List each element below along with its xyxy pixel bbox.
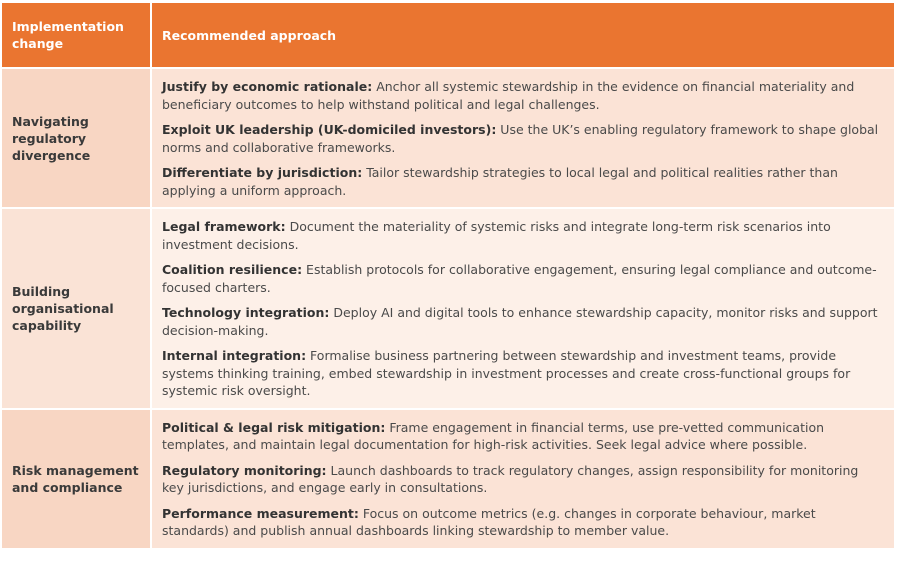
table-row [2, 69, 894, 207]
recommended-approach-cell [152, 410, 894, 548]
approach-item-title: Political & legal risk mitigation: [162, 419, 386, 435]
approach-item-text: Anchor all systemic stewardship in the evidence on financial materiality and beneficiary outcomes to help withstand political and legal challenges. [162, 79, 855, 112]
approach-item-title: Exploit UK leadership (UK-domiciled investors): [162, 122, 497, 137]
approach-item-title: Coalition resilience: [162, 262, 303, 277]
approach-item-title: Technology integration: [162, 305, 330, 320]
table-row [2, 209, 894, 408]
approach-item [162, 218, 884, 253]
implementation-change-cell: Navigating regulatory divergence [2, 69, 150, 207]
recommended-approach-cell [152, 69, 894, 207]
approach-item-title: Regulatory monitoring: [162, 462, 327, 478]
approach-item-text: Document the materiality of systemic risks and integrate long-term risk scenarios into investment decisions. [162, 219, 831, 252]
table-header-row [2, 3, 894, 67]
approach-item [162, 261, 884, 296]
approach-item-title: Performance measurement: [162, 505, 359, 521]
table-row [2, 410, 894, 548]
approach-item-text: Use the UK’s enabling regulatory framework to shape global norms and collaborative frameworks. [162, 122, 879, 155]
approach-item [162, 462, 884, 497]
approach-item-title: Legal framework: [162, 219, 286, 234]
approach-item [162, 164, 884, 199]
approach-item-text: Launch dashboards to track regulatory changes, assign responsibility for monitoring key jurisdictions, and engage early in consultations. [162, 462, 859, 495]
approach-item-title: Internal integration: [162, 348, 307, 363]
approach-item [162, 419, 884, 454]
recommended-approach-cell [152, 209, 894, 408]
approach-item-text: Establish protocols for collaborative engagement, ensuring legal compliance and outcome-focused charters. [162, 262, 877, 295]
approach-item-text: Formalise business partnering between stewardship and investment teams, provide systems thinking training, embed stewardship in investment processes and create cross-functional groups for systemic risk oversight. [162, 348, 851, 398]
approach-item-text: Focus on outcome metrics (e.g. changes in corporate behaviour, market standards) and publish annual dashboards linking stewardship to member value. [162, 505, 816, 538]
approach-item-text: Deploy AI and digital tools to enhance stewardship capacity, monitor risks and support decision-making. [162, 305, 878, 338]
approach-item-title: Differentiate by jurisdiction: [162, 165, 363, 180]
implementation-change-cell: Risk management and compliance [2, 410, 150, 548]
approach-item-title: Justify by economic rationale: [162, 79, 373, 94]
approach-item [162, 121, 884, 156]
approach-item-text: Frame engagement in financial terms, use pre-vetted communication templates, and maintain legal documentation for high-risk activities. Seek legal advice where possible. [162, 419, 825, 452]
implementation-change-cell: Building organisational capability [2, 209, 150, 408]
approach-item [162, 304, 884, 339]
approach-item [162, 347, 884, 400]
approach-item [162, 78, 884, 113]
approach-item-text: Tailor stewardship strategies to local legal and political realities rather than applying a uniform approach. [162, 165, 838, 198]
header-recommended-approach: Recommended approach [152, 3, 894, 67]
header-implementation-change: Implementation change [2, 3, 150, 67]
recommendations-table [0, 1, 896, 550]
approach-item [162, 505, 884, 540]
